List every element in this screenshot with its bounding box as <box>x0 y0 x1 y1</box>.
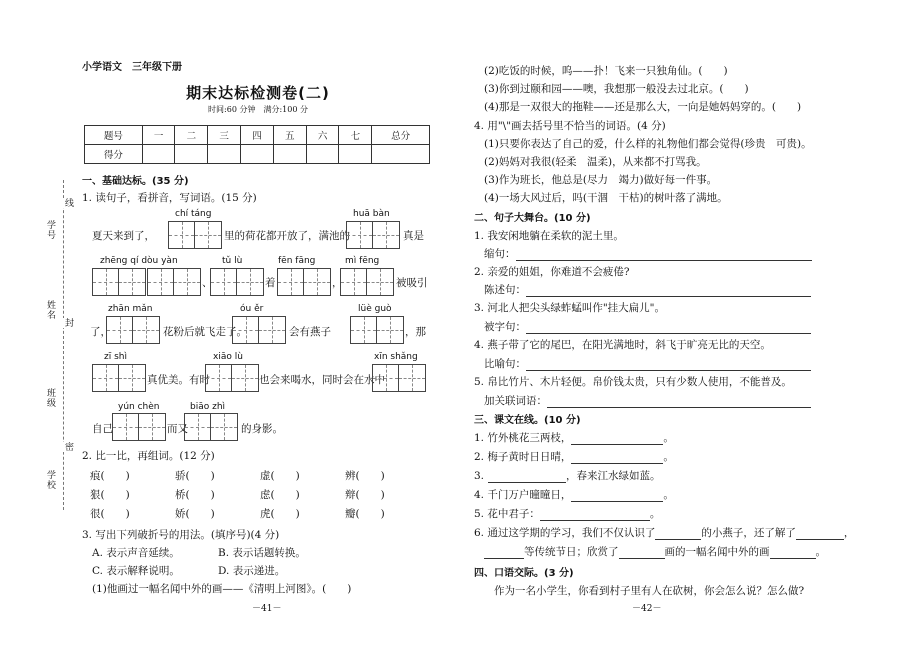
pinyin-label: mì fēng <box>345 256 380 266</box>
question-2-prompt: 2. 比一比，再组词。(12 分) <box>82 450 215 462</box>
question-4-item[interactable]: (3)作为班长，他总是(尽力 竭力)做好每一件事。 <box>484 174 718 186</box>
section-1-heading: 一、基础达标。(35 分) <box>82 176 189 187</box>
answer-blank[interactable] <box>571 444 663 445</box>
passage-text: 的身影。 <box>241 423 283 435</box>
answer-blank[interactable] <box>488 482 566 483</box>
binding-mark-mi: 密 <box>63 442 73 452</box>
score-label-cell: 得分 <box>85 145 143 164</box>
passage-text: ，那 <box>405 326 426 338</box>
compare-item[interactable]: 娇( ) <box>175 508 215 520</box>
writing-grid[interactable] <box>340 268 394 296</box>
answer-line-label <box>484 319 811 334</box>
poem-text: 1. 竹外桃花三两枝， <box>474 432 572 444</box>
score-value-row <box>85 145 430 164</box>
sentence-prompt: 2. 亲爱的姐姐，你难道不会疲倦? <box>474 266 630 278</box>
punctuation: ， <box>843 527 855 539</box>
compare-item[interactable]: 痕( ) <box>90 470 130 482</box>
writing-grid[interactable] <box>92 364 146 392</box>
pinyin-label: zhān mǎn <box>108 304 153 314</box>
summary-text: 6. 通过这学期的学习，我们不仅认识了 <box>474 527 656 539</box>
poem-text: 2. 梅子黄时日日晴， <box>474 451 572 463</box>
compare-item[interactable]: 虑( ) <box>260 489 300 501</box>
writing-grid[interactable] <box>205 364 259 392</box>
binding-mark-feng: 封 <box>63 318 73 328</box>
answer-label: 缩句： <box>484 248 516 260</box>
passage-text: 、 <box>202 277 213 289</box>
section-3-heading: 三、课文在线。(10 分) <box>474 415 581 426</box>
compare-item[interactable]: 瓣( ) <box>345 508 385 520</box>
score-header-cell: 总分 <box>372 126 430 145</box>
question-4-item[interactable]: (2)妈妈对我很(轻柔 温柔)，从来都不打骂我。 <box>484 156 707 168</box>
school-label: 学校 <box>45 470 55 490</box>
question-4-prompt: 4. 用"\"画去括号里不恰当的词语。(4 分) <box>474 120 666 132</box>
answer-blank[interactable] <box>526 333 811 334</box>
pinyin-label: huā bàn <box>353 209 390 219</box>
writing-grid[interactable] <box>168 221 222 249</box>
question-4-item[interactable]: (1)只要你表达了自己的爱，什么样的礼物他们都会觉得(珍贵 可贵)。 <box>484 138 812 150</box>
punctuation: 。 <box>663 432 674 444</box>
pinyin-label: fēn fāng <box>278 256 316 266</box>
passage-text: 花粉后就飞走了。 <box>163 326 247 338</box>
poem-text: 4. 千门万户曈曈日， <box>474 489 572 501</box>
score-header-row <box>85 126 430 145</box>
summary-line <box>474 525 854 540</box>
pinyin-label: xiāo lù <box>213 352 243 362</box>
sentence-prompt: 4. 燕子带了它的尾巴，在阳光满地时，斜飞于旷亮无比的天空。 <box>474 339 771 351</box>
answer-blank[interactable] <box>526 370 811 371</box>
score-header-cell: 七 <box>339 126 372 145</box>
pinyin-label: xīn shǎng <box>374 352 418 362</box>
poem-text: 5. 花中君子： <box>474 508 540 520</box>
summary-text: 等传统节日；欣赏了 <box>524 546 619 558</box>
class-label: 班级 <box>45 388 55 408</box>
passage-text: 夏天来到了， <box>92 230 155 242</box>
punctuation: 。 <box>649 508 661 520</box>
writing-grid[interactable] <box>277 268 331 296</box>
answer-line-label <box>484 393 811 408</box>
passage-text: 真优美。有时 <box>147 374 210 386</box>
poem-line <box>474 468 661 483</box>
option-d: D. 表示递进。 <box>218 565 286 577</box>
passage-text: 被吸引 <box>396 277 428 289</box>
writing-grid[interactable] <box>372 364 426 392</box>
section-2-heading: 二、句子大舞台。(10 分) <box>474 213 591 224</box>
answer-label: 被字句： <box>484 321 526 333</box>
section-4-heading: 四、口语交际。(3 分) <box>474 568 574 579</box>
compare-item[interactable]: 很( ) <box>90 508 130 520</box>
passage-text: 也会来喝水，同时会在水中 <box>259 374 385 386</box>
answer-blank[interactable] <box>547 407 811 408</box>
passage-text: 真是 <box>403 230 424 242</box>
answer-blank[interactable] <box>796 539 844 540</box>
score-header-cell: 六 <box>306 126 339 145</box>
answer-blank[interactable] <box>655 539 701 540</box>
page-number-right: －42－ <box>632 604 662 614</box>
writing-grid[interactable] <box>147 268 201 296</box>
answer-label: 比喻句： <box>484 358 526 370</box>
score-header-cell: 一 <box>142 126 175 145</box>
compare-item[interactable]: 骄( ) <box>175 470 215 482</box>
binding-line <box>63 180 64 510</box>
answer-line-label <box>484 282 811 297</box>
answer-blank[interactable] <box>619 558 665 559</box>
question-3-item-2[interactable]: (2)吃饭的时候，呜——扑！飞来一只独角仙。( ) <box>484 65 728 77</box>
question-1-prompt: 1. 读句子，看拼音，写词语。(15 分) <box>82 192 257 204</box>
score-cell[interactable] <box>306 145 339 164</box>
pinyin-label: óu ěr <box>240 304 264 314</box>
compare-item[interactable]: 虎( ) <box>260 508 300 520</box>
answer-blank[interactable] <box>571 463 663 464</box>
option-b: B. 表示话题转换。 <box>218 547 306 559</box>
question-3-item-1[interactable]: (1)他画过一幅名闻中外的画——《清明上河图》。( ) <box>92 583 352 595</box>
poem-line <box>474 506 660 521</box>
pinyin-label: zhēng qí dòu yàn <box>100 256 178 266</box>
option-a: A. 表示声音延续。 <box>92 547 180 559</box>
passage-text: 里的荷花都开放了，满池的 <box>224 230 350 242</box>
summary-text: 的小燕子，还了解了 <box>701 527 796 539</box>
passage-text: 了， <box>90 326 111 338</box>
sentence-prompt: 5. 帛比竹片、木片轻便。帛价钱太贵，只有少数人使用，不能普及。 <box>474 376 792 388</box>
summary-line <box>484 544 826 559</box>
answer-blank[interactable] <box>484 558 524 559</box>
writing-grid[interactable] <box>184 413 238 441</box>
sentence-prompt: 3. 河北人把尖头绿蚱蜢叫作"挂大扁儿"。 <box>474 302 666 314</box>
writing-grid[interactable] <box>112 413 166 441</box>
answer-blank[interactable] <box>516 260 812 261</box>
score-table <box>84 125 430 164</box>
compare-item[interactable]: 桥( ) <box>175 489 215 501</box>
score-cell[interactable] <box>339 145 372 164</box>
pinyin-label: zī shì <box>104 352 127 362</box>
score-cell[interactable] <box>142 145 175 164</box>
poem-line <box>474 449 674 464</box>
question-3-item-3[interactable]: (3)你到过颐和园——噢，我想那一般没去过北京。( ) <box>484 83 749 95</box>
answer-line-label <box>484 246 812 261</box>
score-header-cell: 题号 <box>85 126 143 145</box>
punctuation: 。 <box>815 546 826 558</box>
passage-text: ， <box>332 277 343 289</box>
writing-grid[interactable] <box>92 268 146 296</box>
score-header-cell: 四 <box>241 126 274 145</box>
answer-blank[interactable] <box>540 520 650 521</box>
page-number-left: －41－ <box>252 604 282 614</box>
writing-grid[interactable] <box>210 268 264 296</box>
score-cell[interactable] <box>372 145 430 164</box>
subject-header: 小学语文 三年级下册 <box>82 62 182 73</box>
compare-row <box>90 468 430 487</box>
summary-text: 画的一幅名闻中外的画 <box>664 546 770 558</box>
question-3-item-4[interactable]: (4)那是一双很大的拖鞋——还是那么大，一向是她妈妈穿的。( ) <box>484 101 802 113</box>
score-header-cell: 三 <box>208 126 241 145</box>
exam-meta: 时间:60 分钟 满分:100 分 <box>208 105 308 114</box>
answer-label: 加关联词语： <box>484 395 547 407</box>
compare-item[interactable]: 虚( ) <box>260 470 300 482</box>
passage-text: 自己 <box>92 423 113 435</box>
score-cell[interactable] <box>208 145 241 164</box>
answer-blank[interactable] <box>571 501 663 502</box>
answer-blank[interactable] <box>526 296 811 297</box>
passage-text: 会有燕子 <box>289 326 331 338</box>
option-c: C. 表示解释说明。 <box>92 565 180 577</box>
answer-blank[interactable] <box>770 558 816 559</box>
sentence-prompt: 1. 我安闲地躺在柔软的泥土里。 <box>474 230 624 242</box>
student-name-label: 姓名 <box>45 300 55 320</box>
passage-text: 着 <box>265 277 276 289</box>
compare-row <box>90 506 430 525</box>
compare-grid <box>90 468 430 525</box>
poem-line <box>474 430 674 445</box>
question-4-item[interactable]: (4)一场大风过后，吗(干涸 干枯)的树叶落了满地。 <box>484 192 728 204</box>
exam-title: 期末达标检测卷(二) <box>186 84 330 102</box>
poem-line <box>474 487 674 502</box>
poem-text: ，春来江水绿如蓝。 <box>566 470 661 482</box>
oral-question: 作为一名小学生，你看到村子里有人在砍树，你会怎么说？怎么做? <box>494 585 805 597</box>
passage-text: 而又 <box>167 423 188 435</box>
binding-mark-xian: 线 <box>63 198 73 208</box>
student-id-label: 学号 <box>45 220 55 240</box>
punctuation: 。 <box>663 451 674 463</box>
writing-grid[interactable] <box>350 316 404 344</box>
pinyin-label: biāo zhì <box>190 402 226 412</box>
answer-line-label <box>484 356 811 371</box>
poem-text: 3. <box>474 470 485 482</box>
writing-grid[interactable] <box>346 221 400 249</box>
pinyin-label: yún chèn <box>118 402 160 412</box>
score-cell[interactable] <box>241 145 274 164</box>
compare-item[interactable]: 辨( ) <box>345 470 385 482</box>
writing-grid[interactable] <box>106 316 160 344</box>
pinyin-label: chí táng <box>175 209 212 219</box>
pinyin-label: tǔ lù <box>222 256 243 266</box>
compare-item[interactable]: 狠( ) <box>90 489 130 501</box>
score-cell[interactable] <box>273 145 306 164</box>
score-header-cell: 五 <box>273 126 306 145</box>
compare-item[interactable]: 辩( ) <box>345 489 385 501</box>
score-cell[interactable] <box>175 145 208 164</box>
writing-grid[interactable] <box>232 316 286 344</box>
score-header-cell: 二 <box>175 126 208 145</box>
answer-label: 陈述句： <box>484 284 526 296</box>
question-3-prompt: 3. 写出下列破折号的用法。(填序号)(4 分) <box>82 529 280 541</box>
punctuation: 。 <box>663 489 674 501</box>
compare-row <box>90 487 430 506</box>
pinyin-label: lüè guò <box>358 304 392 314</box>
